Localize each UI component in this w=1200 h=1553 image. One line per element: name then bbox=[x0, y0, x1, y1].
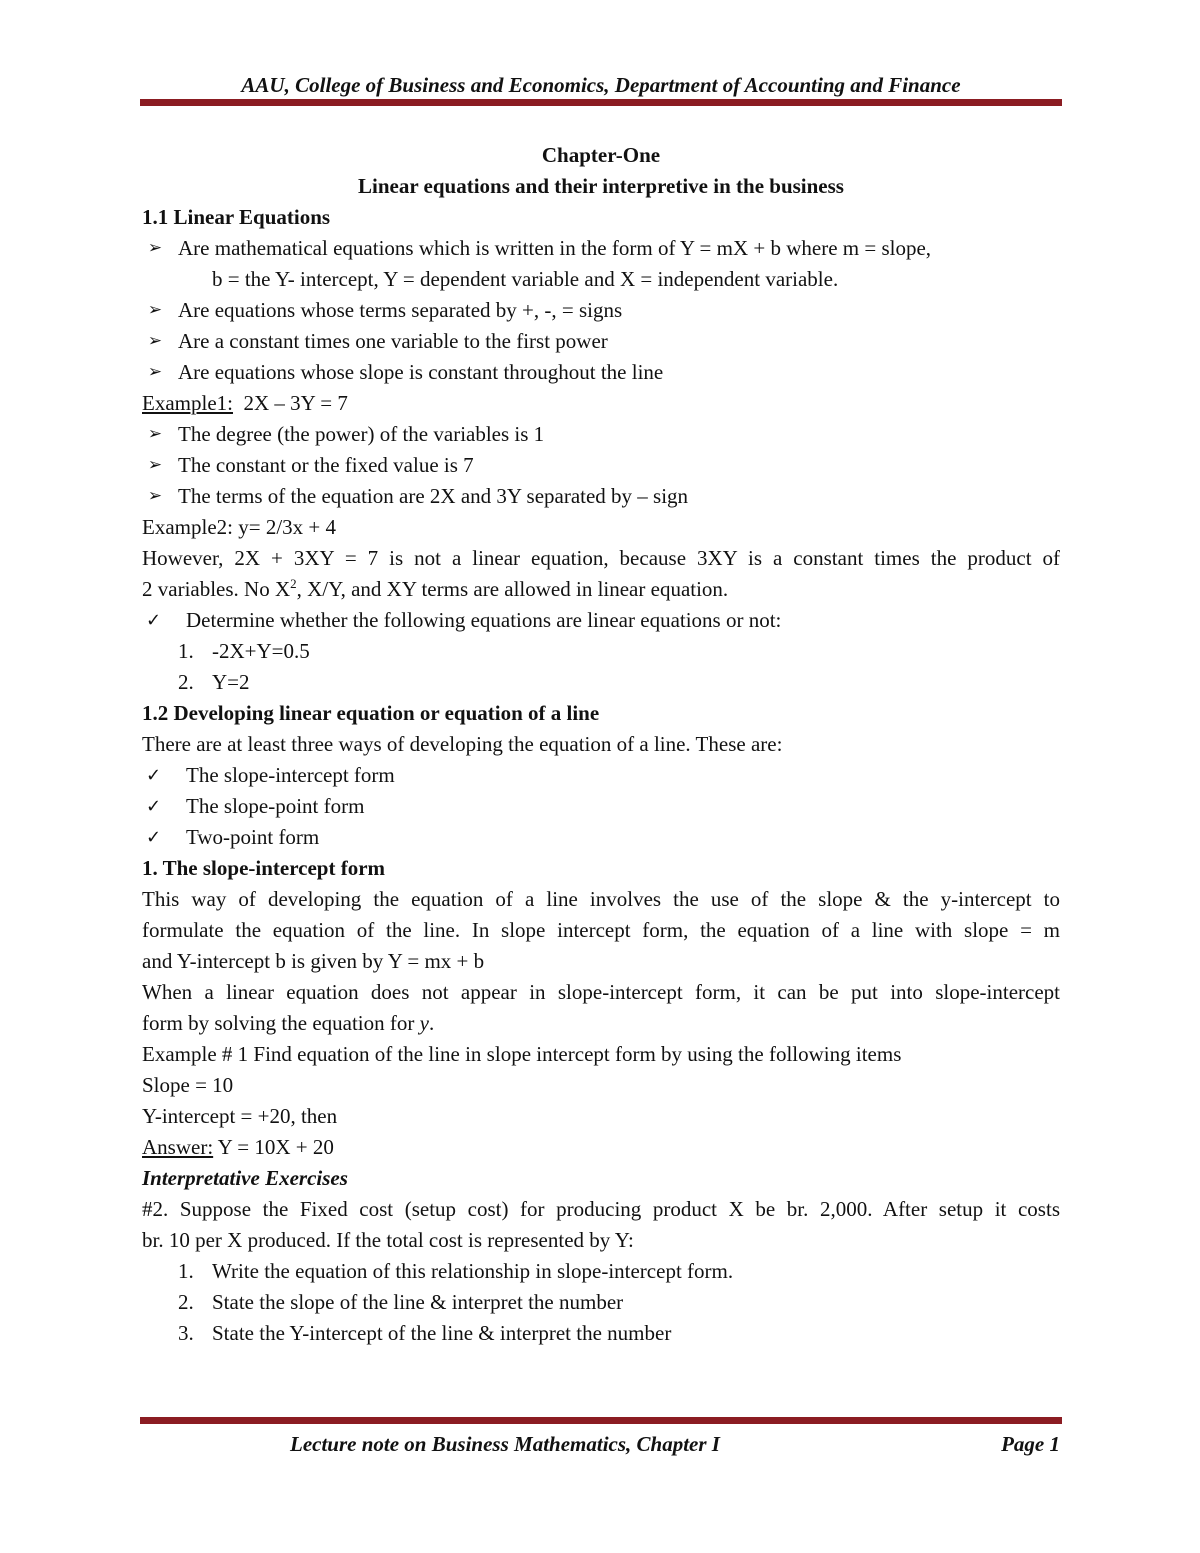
arrow-bullet-icon: ➢ bbox=[147, 362, 163, 382]
footer-title: Lecture note on Business Mathematics, Chapter I bbox=[290, 1432, 720, 1456]
list-item: ➢ Are a constant times one variable to the first power bbox=[142, 326, 1060, 357]
paragraph-line: and Y-intercept b is given by Y = mx + b bbox=[142, 949, 485, 973]
paragraph-line: There are at least three ways of developing the equation of a line. These are: bbox=[142, 732, 783, 756]
list-item: ➢ Are equations whose terms separated by +, -, = signs bbox=[142, 295, 1060, 326]
paragraph-line: However, 2X + 3XY = 7 is not a linear equation, because 3XY is a constant times the product of bbox=[142, 546, 1060, 570]
checkmark-icon: ✓ bbox=[146, 610, 162, 631]
paragraph-line: br. 10 per X produced. If the total cost is represented by Y: bbox=[142, 1228, 634, 1252]
chapter-subtitle: Linear equations and their interpretive in the business bbox=[358, 174, 844, 198]
example-1-label: Example1: bbox=[142, 391, 233, 415]
section-heading-1-2: 1.2 Developing linear equation or equation of a line bbox=[142, 701, 600, 725]
document-body bbox=[142, 140, 1060, 1349]
list-item: ➢ The constant or the fixed value is 7 bbox=[142, 450, 1060, 481]
example-line: Y-intercept = +20, then bbox=[142, 1104, 338, 1128]
arrow-bullet-icon: ➢ bbox=[147, 455, 163, 475]
paragraph-line: formulate the equation of the line. In slope intercept form, the equation of a line with slope = m bbox=[142, 918, 1060, 942]
numbered-item: 2. Y=2 bbox=[178, 670, 250, 694]
check-item: ✓ The slope-point form bbox=[142, 791, 1060, 822]
page-header: AAU, College of Business and Economics, Department of Accounting and Finance bbox=[241, 73, 961, 97]
exercises-heading: Interpretative Exercises bbox=[142, 1166, 348, 1190]
answer-label: Answer: bbox=[142, 1135, 214, 1159]
paragraph-line: form by solving the equation for y. bbox=[142, 1011, 435, 1035]
example-1: Example1: 2X – 3Y = 7 bbox=[142, 391, 348, 415]
section-heading-1-1: 1.1 Linear Equations bbox=[142, 205, 331, 229]
list-item: ➢ Are equations whose slope is constant throughout the line bbox=[142, 357, 1060, 388]
check-item: ✓ Two-point form bbox=[142, 822, 1060, 853]
subsection-heading: 1. The slope-intercept form bbox=[142, 856, 386, 880]
example-line: Example # 1 Find equation of the line in slope intercept form by using the following items bbox=[142, 1042, 902, 1066]
numbered-item: 2. State the slope of the line & interpret the number bbox=[178, 1290, 624, 1314]
page-number: Page 1 bbox=[1001, 1432, 1060, 1456]
list-item-continuation: b = the Y- intercept, Y = dependent variable and X = independent variable. bbox=[212, 267, 839, 291]
arrow-bullet-icon: ➢ bbox=[147, 300, 163, 320]
arrow-bullet-icon: ➢ bbox=[147, 331, 163, 351]
answer-line: Answer: Y = 10X + 20 bbox=[142, 1135, 334, 1159]
paragraph-line: When a linear equation does not appear in slope-intercept form, it can be put into slope-intercept bbox=[142, 980, 1060, 1004]
arrow-bullet-icon: ➢ bbox=[147, 424, 163, 444]
paragraph-line: This way of developing the equation of a line involves the use of the slope & the y-intercept to bbox=[142, 887, 1060, 911]
list-item: ➢ The terms of the equation are 2X and 3Y separated by – sign bbox=[142, 481, 1060, 512]
footer-rule bbox=[140, 1417, 1062, 1424]
arrow-bullet-icon: ➢ bbox=[147, 238, 163, 258]
numbered-item: 3. State the Y-intercept of the line & interpret the number bbox=[178, 1321, 672, 1345]
paragraph-line: #2. Suppose the Fixed cost (setup cost) for producing product X be br. 2,000. After setup it costs bbox=[142, 1197, 1060, 1221]
list-item: ➢ Are mathematical equations which is written in the form of Y = mX + b where m = slope, bbox=[142, 233, 1060, 264]
paragraph-line: 2 variables. No $X^2$, X/Y, and XY terms are allowed in linear equation. bbox=[142, 576, 729, 601]
list-item: ➢ The degree (the power) of the variables is 1 bbox=[142, 419, 1060, 450]
numbered-item: 1. Write the equation of this relationship in slope-intercept form. bbox=[178, 1259, 734, 1283]
checkmark-icon: ✓ bbox=[146, 796, 162, 817]
example-line: Slope = 10 bbox=[142, 1073, 234, 1097]
example-2: Example2: y= 2/3x + 4 bbox=[142, 515, 336, 539]
header-rule bbox=[140, 99, 1062, 106]
arrow-bullet-icon: ➢ bbox=[147, 486, 163, 506]
numbered-item: 1. -2X+Y=0.5 bbox=[178, 639, 310, 663]
chapter-title: Chapter-One bbox=[541, 143, 661, 167]
checkmark-icon: ✓ bbox=[146, 827, 162, 848]
checkmark-icon: ✓ bbox=[146, 765, 162, 786]
check-item: ✓ Determine whether the following equations are linear equations or not: bbox=[142, 605, 1060, 636]
check-item: ✓ The slope-intercept form bbox=[142, 760, 1060, 791]
